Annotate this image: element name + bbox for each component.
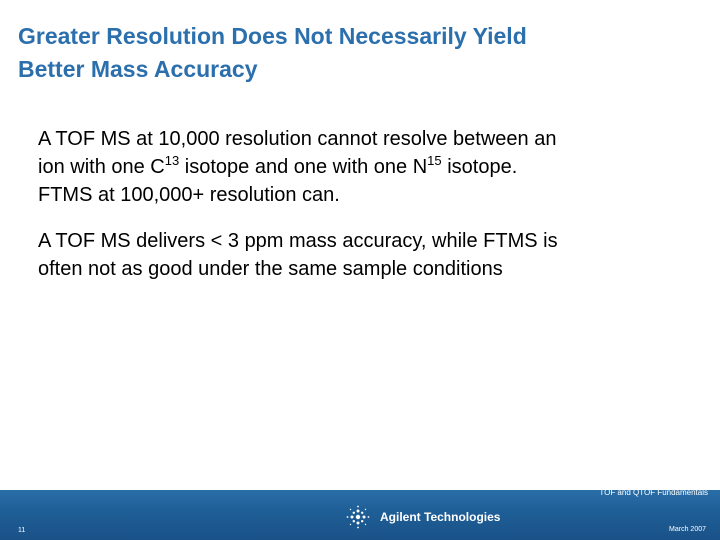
logo-text: Agilent Technologies bbox=[380, 510, 501, 524]
para1-line-3: FTMS at 100,000+ resolution can. bbox=[38, 184, 340, 206]
para1-line-1: A TOF MS at 10,000 resolution cannot resolve between an bbox=[38, 128, 557, 150]
agilent-logo bbox=[344, 503, 500, 531]
title-line-2: Better Mass Accuracy bbox=[18, 56, 258, 82]
para1-line-2 bbox=[38, 153, 698, 181]
para2-line-1: A TOF MS delivers < 3 ppm mass accuracy, while FTMS is bbox=[38, 230, 558, 252]
para2-line-2: often not as good under the same sample conditions bbox=[38, 258, 503, 280]
body-paragraph-2 bbox=[38, 227, 698, 283]
para1-line2-text-c: isotope. bbox=[441, 156, 518, 178]
title-line-1: Greater Resolution Does Not Necessarily Yield bbox=[18, 23, 527, 49]
agilent-spark-icon bbox=[344, 503, 372, 531]
footer-subject: TOF and QTOF Fundamentals bbox=[599, 488, 708, 497]
para1-line2-text-a: ion with one C bbox=[38, 156, 165, 178]
page-number: 11 bbox=[18, 527, 26, 534]
body-paragraph-1 bbox=[38, 125, 698, 209]
c13-superscript: 13 bbox=[164, 153, 180, 168]
slide-title bbox=[18, 20, 708, 86]
n15-superscript: 15 bbox=[427, 153, 442, 168]
para1-line2-text-b: isotope and one with one N bbox=[179, 156, 428, 178]
footer-date: March 2007 bbox=[669, 526, 706, 533]
